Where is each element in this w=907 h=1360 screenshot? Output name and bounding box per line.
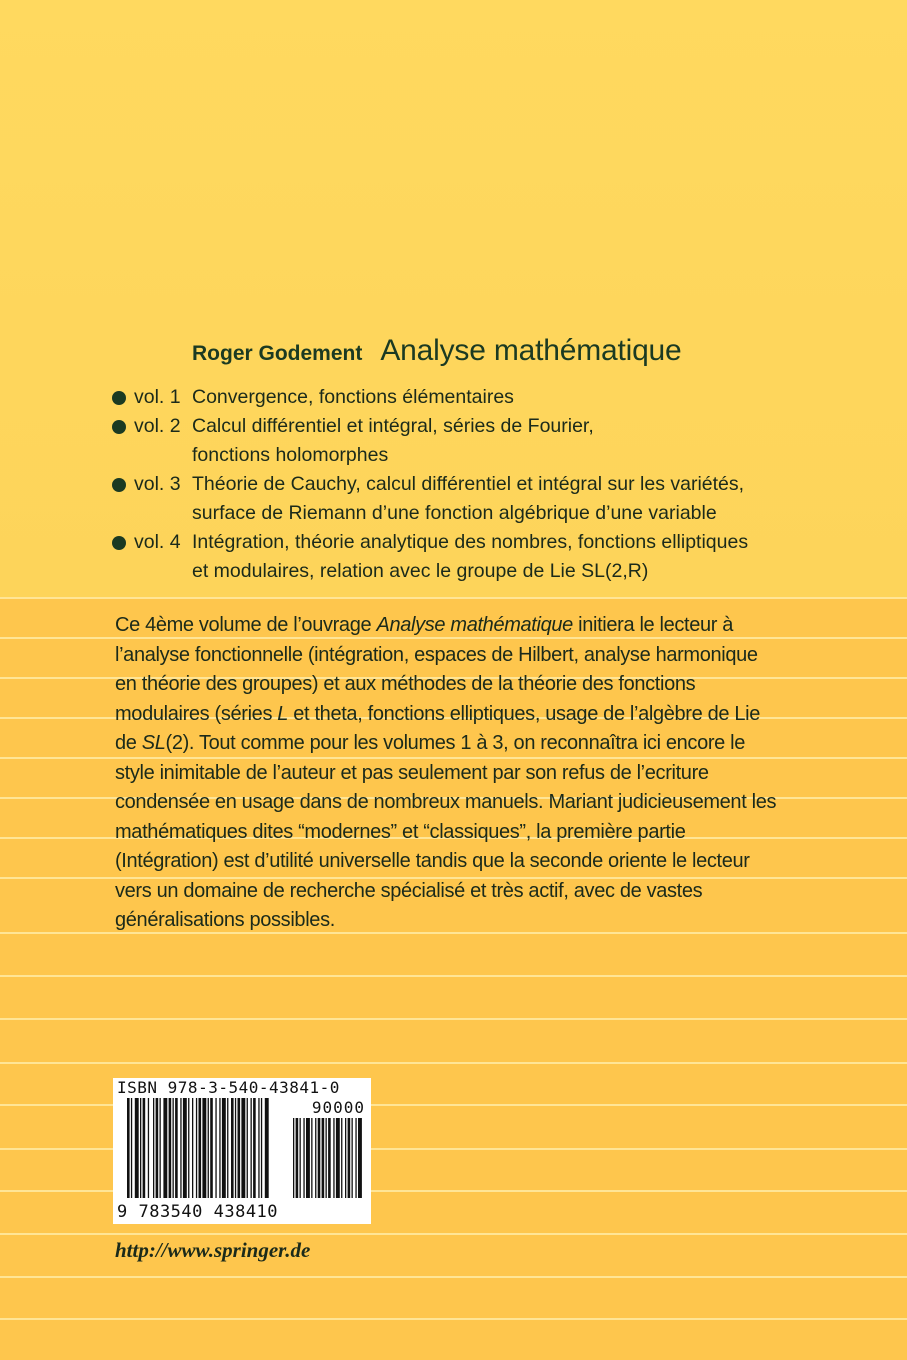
barcode-bar	[306, 1118, 310, 1198]
barcode-bar	[143, 1098, 146, 1198]
barcode-bar	[358, 1118, 362, 1198]
barcode-digits: 9 783540 438410	[117, 1202, 279, 1222]
stripe-divider	[0, 1018, 907, 1020]
volume-item	[112, 412, 812, 470]
barcode-bar	[183, 1098, 187, 1198]
description-text: Ce 4ème volume de l’ouvrage	[115, 614, 377, 636]
isbn-barcode	[113, 1078, 371, 1224]
volume-line: fonctions holomorphes	[192, 444, 389, 466]
barcode-bar	[253, 1098, 256, 1198]
volume-item	[112, 470, 812, 528]
barcode-bar	[231, 1098, 234, 1198]
stripe-divider	[0, 1318, 907, 1320]
stripe-divider	[0, 1233, 907, 1235]
volume-label: vol. 2	[134, 415, 181, 437]
barcode-bar	[175, 1098, 178, 1198]
publisher-url[interactable]: http://www.springer.de	[115, 1238, 311, 1262]
description-text: et theta, fonctions elliptiques, usage de l’algèbre de Lie de	[115, 702, 760, 754]
barcode-bar	[208, 1098, 209, 1198]
barcode-bar	[235, 1098, 236, 1198]
barcode-bar	[241, 1098, 245, 1198]
bullet-icon	[112, 420, 126, 434]
barcode-bar	[345, 1118, 346, 1198]
barcode-bar	[247, 1098, 248, 1198]
barcode-bar	[160, 1098, 161, 1198]
description-text: initiera le lecteur à l’analyse fonctionnelle (intégration, espaces de Hilbert, analyse harmonique en théorie des groupes) et aux méthodes de la théorie des fonctions modulaires (séries	[115, 614, 758, 725]
barcode-bar	[300, 1118, 301, 1198]
barcode-bar	[315, 1118, 316, 1198]
barcode-bar	[153, 1098, 154, 1198]
volume-item	[112, 383, 812, 412]
volume-label: vol. 1	[134, 386, 181, 408]
barcode-bar	[293, 1118, 294, 1198]
barcode-bar	[215, 1098, 216, 1198]
price-code: 90000	[311, 1098, 365, 1117]
barcode-bar	[341, 1118, 342, 1198]
description-italic: L	[277, 702, 289, 725]
barcode-bar	[251, 1098, 252, 1198]
volume-list	[112, 383, 812, 586]
volume-item	[112, 528, 812, 586]
isbn-label: ISBN 978-3-540-43841-0	[117, 1078, 340, 1097]
stripe-divider	[0, 975, 907, 977]
barcode-bar	[318, 1118, 321, 1198]
book-description	[115, 611, 783, 936]
volume-description	[192, 470, 812, 528]
bullet-icon	[112, 478, 126, 492]
barcode-bar	[238, 1098, 241, 1198]
barcode-bar	[296, 1118, 299, 1198]
volume-line: Intégration, théorie analytique des nombres, fonctions elliptiques	[192, 531, 749, 553]
barcode-bar	[163, 1098, 167, 1198]
stripe-divider	[0, 1062, 907, 1064]
barcode-bar	[303, 1118, 304, 1198]
description-italic: SL	[141, 732, 166, 754]
barcode-bar	[326, 1118, 327, 1198]
barcode-bar	[258, 1098, 259, 1198]
barcode-bar	[265, 1098, 269, 1198]
volume-description	[192, 528, 812, 586]
barcode-bar	[202, 1098, 206, 1198]
book-title: Analyse mathématique	[380, 334, 682, 367]
barcode-bar	[188, 1098, 189, 1198]
barcode-bar	[328, 1118, 331, 1198]
barcode-bar	[135, 1098, 139, 1198]
barcode-bar	[131, 1098, 132, 1198]
volume-label: vol. 4	[134, 531, 181, 553]
barcode-bar	[169, 1098, 172, 1198]
barcode-bar	[210, 1098, 213, 1198]
author-name: Roger Godement	[192, 342, 363, 365]
description-text: (2). Tout comme pour les volumes 1 à 3, on reconnaîtra ici encore le style inimitable de l’auteur et pas seulement par son refus de l’ecriture condensée en usage dans de nombreux manuels. Mariant judicieusement les mathématiques dites “modernes” et “classiques”, la première partie (Intégration) est d’utilité universelle tandis que la seconde oriente le lecteur vers un domaine de recherche spécialisé et très actif, avec de vastes généralisations possibles.	[115, 732, 777, 931]
barcode-bar	[222, 1098, 226, 1198]
description-italic-title: Analyse mathématique	[376, 614, 573, 636]
barcode-bar	[227, 1098, 228, 1198]
barcode-bar	[333, 1118, 334, 1198]
volume-line: et modulaires, relation avec le groupe de Lie SL(2,R)	[192, 560, 649, 582]
barcode-bar	[261, 1098, 262, 1198]
volume-line: Convergence, fonctions élémentaires	[192, 386, 514, 408]
barcode-bar	[173, 1098, 174, 1198]
barcode-bar	[352, 1118, 353, 1198]
barcode-bar	[156, 1098, 159, 1198]
barcode-bar	[196, 1098, 197, 1198]
barcode-bar	[127, 1098, 130, 1198]
barcode-bar	[148, 1098, 149, 1198]
volume-description	[192, 412, 812, 470]
barcode-bar	[199, 1098, 202, 1198]
barcode-bar	[140, 1098, 141, 1198]
barcode-bar	[192, 1098, 193, 1198]
stripe-divider	[0, 1276, 907, 1278]
barcode-bar	[311, 1118, 312, 1198]
volume-description	[192, 383, 812, 412]
barcode-bar	[219, 1098, 220, 1198]
volume-line: Théorie de Cauchy, calcul différentiel et intégral sur les variétés,	[192, 473, 745, 495]
barcode-bar	[348, 1118, 351, 1198]
bullet-icon	[112, 536, 126, 550]
barcode-bar	[336, 1118, 340, 1198]
book-header	[192, 334, 682, 368]
barcode-bar	[322, 1118, 325, 1198]
barcode-bar	[180, 1098, 181, 1198]
volume-line: surface de Riemann d’une fonction algébrique d’une variable	[192, 502, 717, 524]
stripe-divider	[0, 597, 907, 599]
volume-label: vol. 3	[134, 473, 181, 495]
barcode-bar	[355, 1118, 356, 1198]
bullet-icon	[112, 391, 126, 405]
volume-line: Calcul différentiel et intégral, séries de Fourier,	[192, 415, 594, 437]
